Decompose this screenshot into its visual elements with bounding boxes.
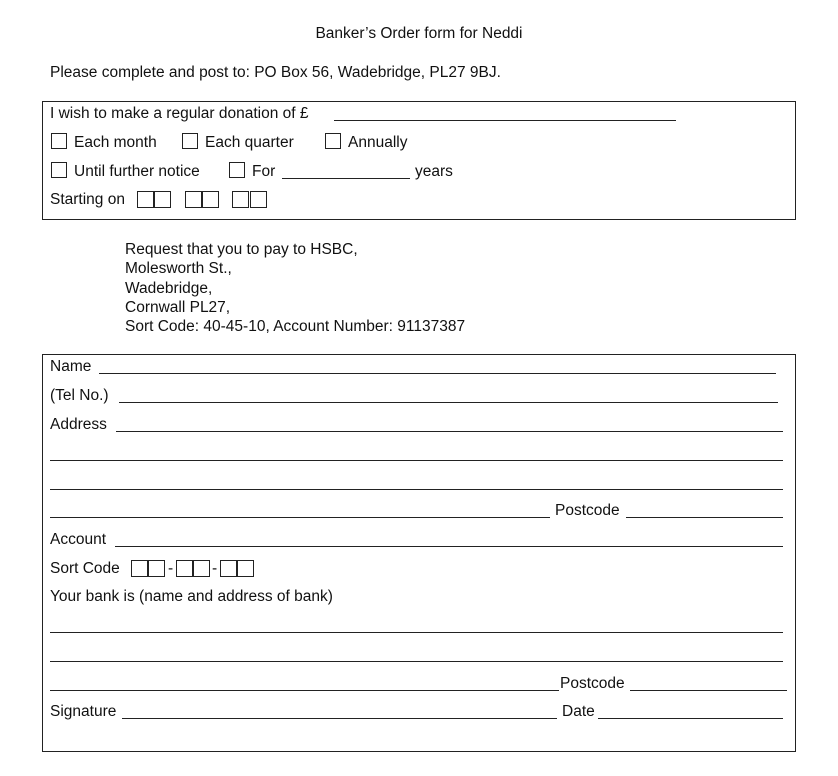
address-field-line-1[interactable] xyxy=(116,431,783,432)
intro-text: Please complete and post to: PO Box 56, Wadebridge, PL27 9BJ. xyxy=(50,64,501,81)
address-field-line-3[interactable] xyxy=(50,489,783,490)
until-further-notice-checkbox[interactable] xyxy=(51,162,67,178)
sort-code-separator-2: - xyxy=(212,560,218,577)
signature-field[interactable] xyxy=(122,718,557,719)
date-field[interactable] xyxy=(598,718,783,719)
annually-checkbox[interactable] xyxy=(325,133,341,149)
date-label: Date xyxy=(562,703,595,720)
start-date-year-box-2[interactable] xyxy=(250,191,267,208)
address-field-line-4[interactable] xyxy=(50,517,550,518)
name-field[interactable] xyxy=(99,373,776,374)
sort-code-box-4[interactable] xyxy=(193,560,210,577)
sort-code-box-2[interactable] xyxy=(148,560,165,577)
payee-sort-code-account: Sort Code: 40-45-10, Account Number: 91137387 xyxy=(125,318,466,335)
for-label: For xyxy=(252,163,276,180)
sort-code-box-5[interactable] xyxy=(220,560,237,577)
start-date-year-box-1[interactable] xyxy=(232,191,249,208)
start-date-day-box-2[interactable] xyxy=(154,191,171,208)
bank-postcode-field[interactable] xyxy=(630,690,787,691)
postcode-label: Postcode xyxy=(555,502,620,519)
sort-code-box-6[interactable] xyxy=(237,560,254,577)
personal-details-section xyxy=(42,354,796,752)
account-field[interactable] xyxy=(115,546,783,547)
sort-code-box-3[interactable] xyxy=(176,560,193,577)
annually-label: Annually xyxy=(348,134,408,151)
payee-line-3: Wadebridge, xyxy=(125,280,213,297)
bank-postcode-label: Postcode xyxy=(560,675,625,692)
tel-field[interactable] xyxy=(119,402,778,403)
sort-code-label: Sort Code xyxy=(50,560,120,577)
bank-field-line-3[interactable] xyxy=(50,690,559,691)
each-month-checkbox[interactable] xyxy=(51,133,67,149)
sort-code-box-1[interactable] xyxy=(131,560,148,577)
donation-amount-label: I wish to make a regular donation of £ xyxy=(50,105,309,122)
name-label: Name xyxy=(50,358,92,375)
address-field-line-2[interactable] xyxy=(50,460,783,461)
starting-on-label: Starting on xyxy=(50,191,125,208)
bank-label: Your bank is (name and address of bank) xyxy=(50,588,333,605)
each-quarter-label: Each quarter xyxy=(205,134,294,151)
bank-field-line-2[interactable] xyxy=(50,661,783,662)
until-further-notice-label: Until further notice xyxy=(74,163,200,180)
tel-label: (Tel No.) xyxy=(50,387,109,404)
each-month-label: Each month xyxy=(74,134,157,151)
payee-line-1: Request that you to pay to HSBC, xyxy=(125,241,358,258)
start-date-month-box-2[interactable] xyxy=(202,191,219,208)
start-date-month-box-1[interactable] xyxy=(185,191,202,208)
start-date-day-box-1[interactable] xyxy=(137,191,154,208)
signature-label: Signature xyxy=(50,703,117,720)
form-title: Banker’s Order form for Neddi xyxy=(315,25,523,42)
account-label: Account xyxy=(50,531,107,548)
payee-line-4: Cornwall PL27, xyxy=(125,299,231,316)
for-years-checkbox[interactable] xyxy=(229,162,245,178)
postcode-field[interactable] xyxy=(626,517,783,518)
bank-field-line-1[interactable] xyxy=(50,632,783,633)
payee-line-2: Molesworth St., xyxy=(125,260,232,277)
years-count-field[interactable] xyxy=(282,178,410,179)
donation-amount-field[interactable] xyxy=(334,120,676,121)
sort-code-separator-1: - xyxy=(168,560,174,577)
each-quarter-checkbox[interactable] xyxy=(182,133,198,149)
address-label: Address xyxy=(50,416,107,433)
years-label: years xyxy=(415,163,453,180)
